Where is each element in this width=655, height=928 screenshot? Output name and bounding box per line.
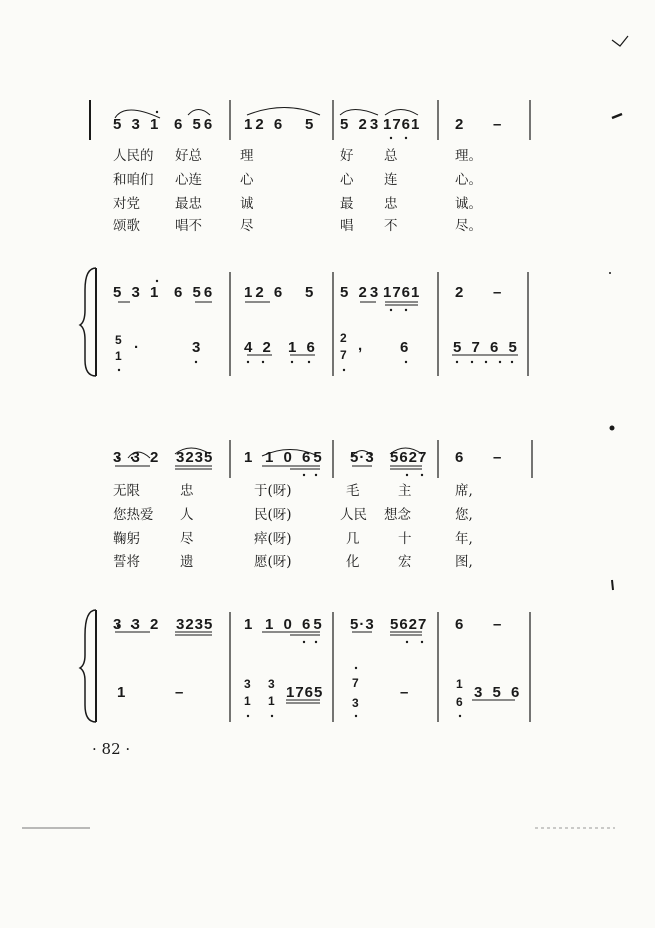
lower-note: 3 bbox=[352, 696, 362, 710]
lower-note: 1 bbox=[115, 349, 125, 363]
lyric: 颂歌 bbox=[113, 218, 140, 234]
upper-note: 6 bbox=[455, 616, 467, 633]
lyric: 和咱们 bbox=[113, 172, 154, 188]
lower-note: 1 6 bbox=[288, 339, 318, 356]
melody-note: 5·3 bbox=[350, 449, 375, 466]
lyric: 总 bbox=[384, 148, 398, 164]
lyric: 好总 bbox=[175, 148, 202, 164]
melody-note: 3 3 2 bbox=[113, 449, 162, 466]
lyric: 尽 bbox=[180, 531, 194, 547]
upper-note: 5·3 bbox=[350, 616, 375, 633]
lyric: 尽 bbox=[240, 218, 254, 234]
lower-note: 5 7 6 5 bbox=[453, 339, 520, 356]
upper-note: – bbox=[493, 284, 505, 301]
lyric: 理 bbox=[240, 148, 254, 164]
lyric: 最忠 bbox=[175, 196, 202, 212]
lyric: 诚 bbox=[240, 196, 254, 212]
melody-note: 5 3 1 bbox=[113, 116, 162, 133]
lyric: 化 bbox=[346, 554, 360, 570]
lower-note: 3 bbox=[192, 339, 204, 356]
melody-note: 1761 bbox=[383, 116, 421, 133]
upper-note: 5627 bbox=[390, 616, 428, 633]
lyric: 毛 bbox=[346, 483, 360, 499]
lyric: 民(呀) bbox=[254, 507, 292, 523]
lyric: 人民 bbox=[340, 507, 367, 523]
melody-note: 1 bbox=[244, 449, 256, 466]
lyric: 对党 bbox=[113, 196, 140, 212]
lower-note: 3 bbox=[268, 677, 278, 691]
lower-note: 6 bbox=[400, 339, 412, 356]
upper-note: 1 bbox=[244, 616, 256, 633]
lyric: 誓将 bbox=[113, 554, 140, 570]
lyric: 人 bbox=[180, 507, 194, 523]
lyric: 好 bbox=[340, 148, 354, 164]
lyric: 图, bbox=[455, 554, 473, 570]
lyric: 人民的 bbox=[113, 148, 154, 164]
melody-note: 1 0 65 bbox=[265, 449, 325, 466]
lyric: 席, bbox=[455, 483, 473, 499]
melody-note: 5 bbox=[305, 116, 317, 133]
lyric: 最 bbox=[340, 196, 354, 212]
lyric: 于(呀) bbox=[254, 483, 292, 499]
lower-note: 1 bbox=[268, 694, 278, 708]
lyric: 尽。 bbox=[455, 218, 482, 234]
upper-note: – bbox=[493, 616, 505, 633]
lower-note: – bbox=[175, 684, 187, 701]
upper-note: 1761 bbox=[383, 284, 421, 301]
upper-note: 1 0 65 bbox=[265, 616, 325, 633]
lyric: 您, bbox=[455, 507, 473, 523]
lyric: 唱不 bbox=[175, 218, 202, 234]
lyric: 忠 bbox=[384, 196, 398, 212]
lower-note: · bbox=[134, 339, 142, 356]
lower-note: 1 bbox=[117, 684, 129, 701]
lyric: 唱 bbox=[340, 218, 354, 234]
lyric: 想念 bbox=[384, 507, 411, 523]
melody-note: 5627 bbox=[390, 449, 428, 466]
lyric: 愿(呀) bbox=[254, 554, 292, 570]
lyric: 心。 bbox=[455, 172, 482, 188]
lower-note: 1765 bbox=[286, 684, 324, 701]
melody-note: 5 23 bbox=[340, 116, 382, 133]
lyric: 心 bbox=[240, 172, 254, 188]
lower-note: 7 bbox=[352, 676, 362, 690]
lyric: 遗 bbox=[180, 554, 194, 570]
lyric: 您热爱 bbox=[113, 507, 154, 523]
lyric: 几 bbox=[346, 531, 360, 547]
lyric: 连 bbox=[384, 172, 398, 188]
upper-note: 6 56 bbox=[174, 284, 216, 301]
upper-note: 3235 bbox=[176, 616, 214, 633]
lower-note: 4 2 bbox=[244, 339, 274, 356]
lyric: 心 bbox=[340, 172, 354, 188]
lyric: 瘁(呀) bbox=[254, 531, 292, 547]
page-number: · 82 · bbox=[92, 740, 131, 758]
lower-note: – bbox=[400, 684, 412, 701]
upper-note: 5 bbox=[305, 284, 317, 301]
lyric: 主 bbox=[398, 483, 412, 499]
lyric: 诚。 bbox=[455, 196, 482, 212]
upper-note: 12 6 bbox=[244, 284, 286, 301]
melody-note: 12 6 bbox=[244, 116, 286, 133]
lower-note: 3 bbox=[244, 677, 254, 691]
melody-note: 6 bbox=[455, 449, 467, 466]
melody-note: – bbox=[493, 116, 505, 133]
lyric: 十 bbox=[398, 531, 412, 547]
melody-note: – bbox=[493, 449, 505, 466]
lyric: 心连 bbox=[175, 172, 202, 188]
lyric: 忠 bbox=[180, 483, 194, 499]
upper-note: 5 3 1 bbox=[113, 284, 162, 301]
lower-note: 1 bbox=[456, 677, 466, 691]
lyric: 鞠躬 bbox=[113, 531, 140, 547]
lower-note: 7 bbox=[340, 348, 350, 362]
melody-note: 6 56 bbox=[174, 116, 216, 133]
lower-note: 2 bbox=[340, 331, 350, 345]
melody-note: 2 bbox=[455, 116, 467, 133]
lower-note: 1 bbox=[244, 694, 254, 708]
lower-note: , bbox=[358, 337, 366, 354]
lower-note: 3 5 6 bbox=[474, 684, 523, 701]
melody-note: 3235 bbox=[176, 449, 214, 466]
upper-note: 2 bbox=[455, 284, 467, 301]
upper-note: 3 3 2 bbox=[113, 616, 162, 633]
lyric: 理。 bbox=[455, 148, 482, 164]
lyric: 宏 bbox=[398, 554, 412, 570]
lyric: 年, bbox=[455, 531, 473, 547]
lyric: 不 bbox=[384, 218, 398, 234]
lower-note: 6 bbox=[456, 695, 466, 709]
upper-note: 5 23 bbox=[340, 284, 382, 301]
lyric: 无限 bbox=[113, 483, 140, 499]
lower-note: 5 bbox=[115, 333, 125, 347]
